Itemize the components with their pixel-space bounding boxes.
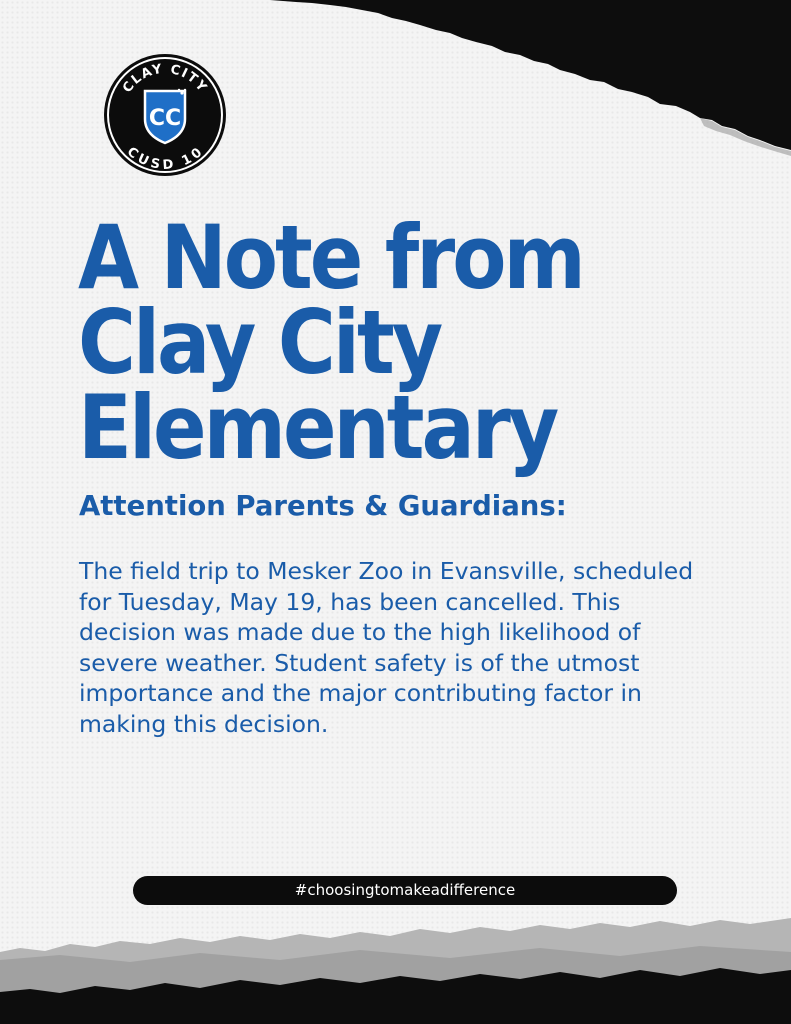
- headline-line-2: Clay City: [78, 291, 441, 395]
- clay-city-logo: [103, 53, 227, 177]
- headline-line-1: A Note from: [78, 206, 583, 310]
- logo-top-text: CLAY CITY: [119, 61, 211, 96]
- announcement-body: The field trip to Mesker Zoo in Evansville, scheduled for Tuesday, May 19, has been cancelled. This decision was made due to the high likelihood of severe weather. Student safety is of the utmost importance and the major contributing factor in making this decision.: [79, 557, 694, 738]
- headline-line-3: Elementary: [78, 376, 557, 480]
- attention-heading: Attention Parents & Guardians:: [79, 490, 567, 522]
- paw-icon: [180, 91, 183, 94]
- hashtag-text: #choosingtomakeadifference: [294, 881, 516, 899]
- hashtag-banner: [133, 876, 677, 905]
- logo-bottom-text: CUSD 10: [123, 144, 207, 174]
- page-title: [78, 206, 758, 480]
- logo-monogram: CC: [148, 106, 182, 131]
